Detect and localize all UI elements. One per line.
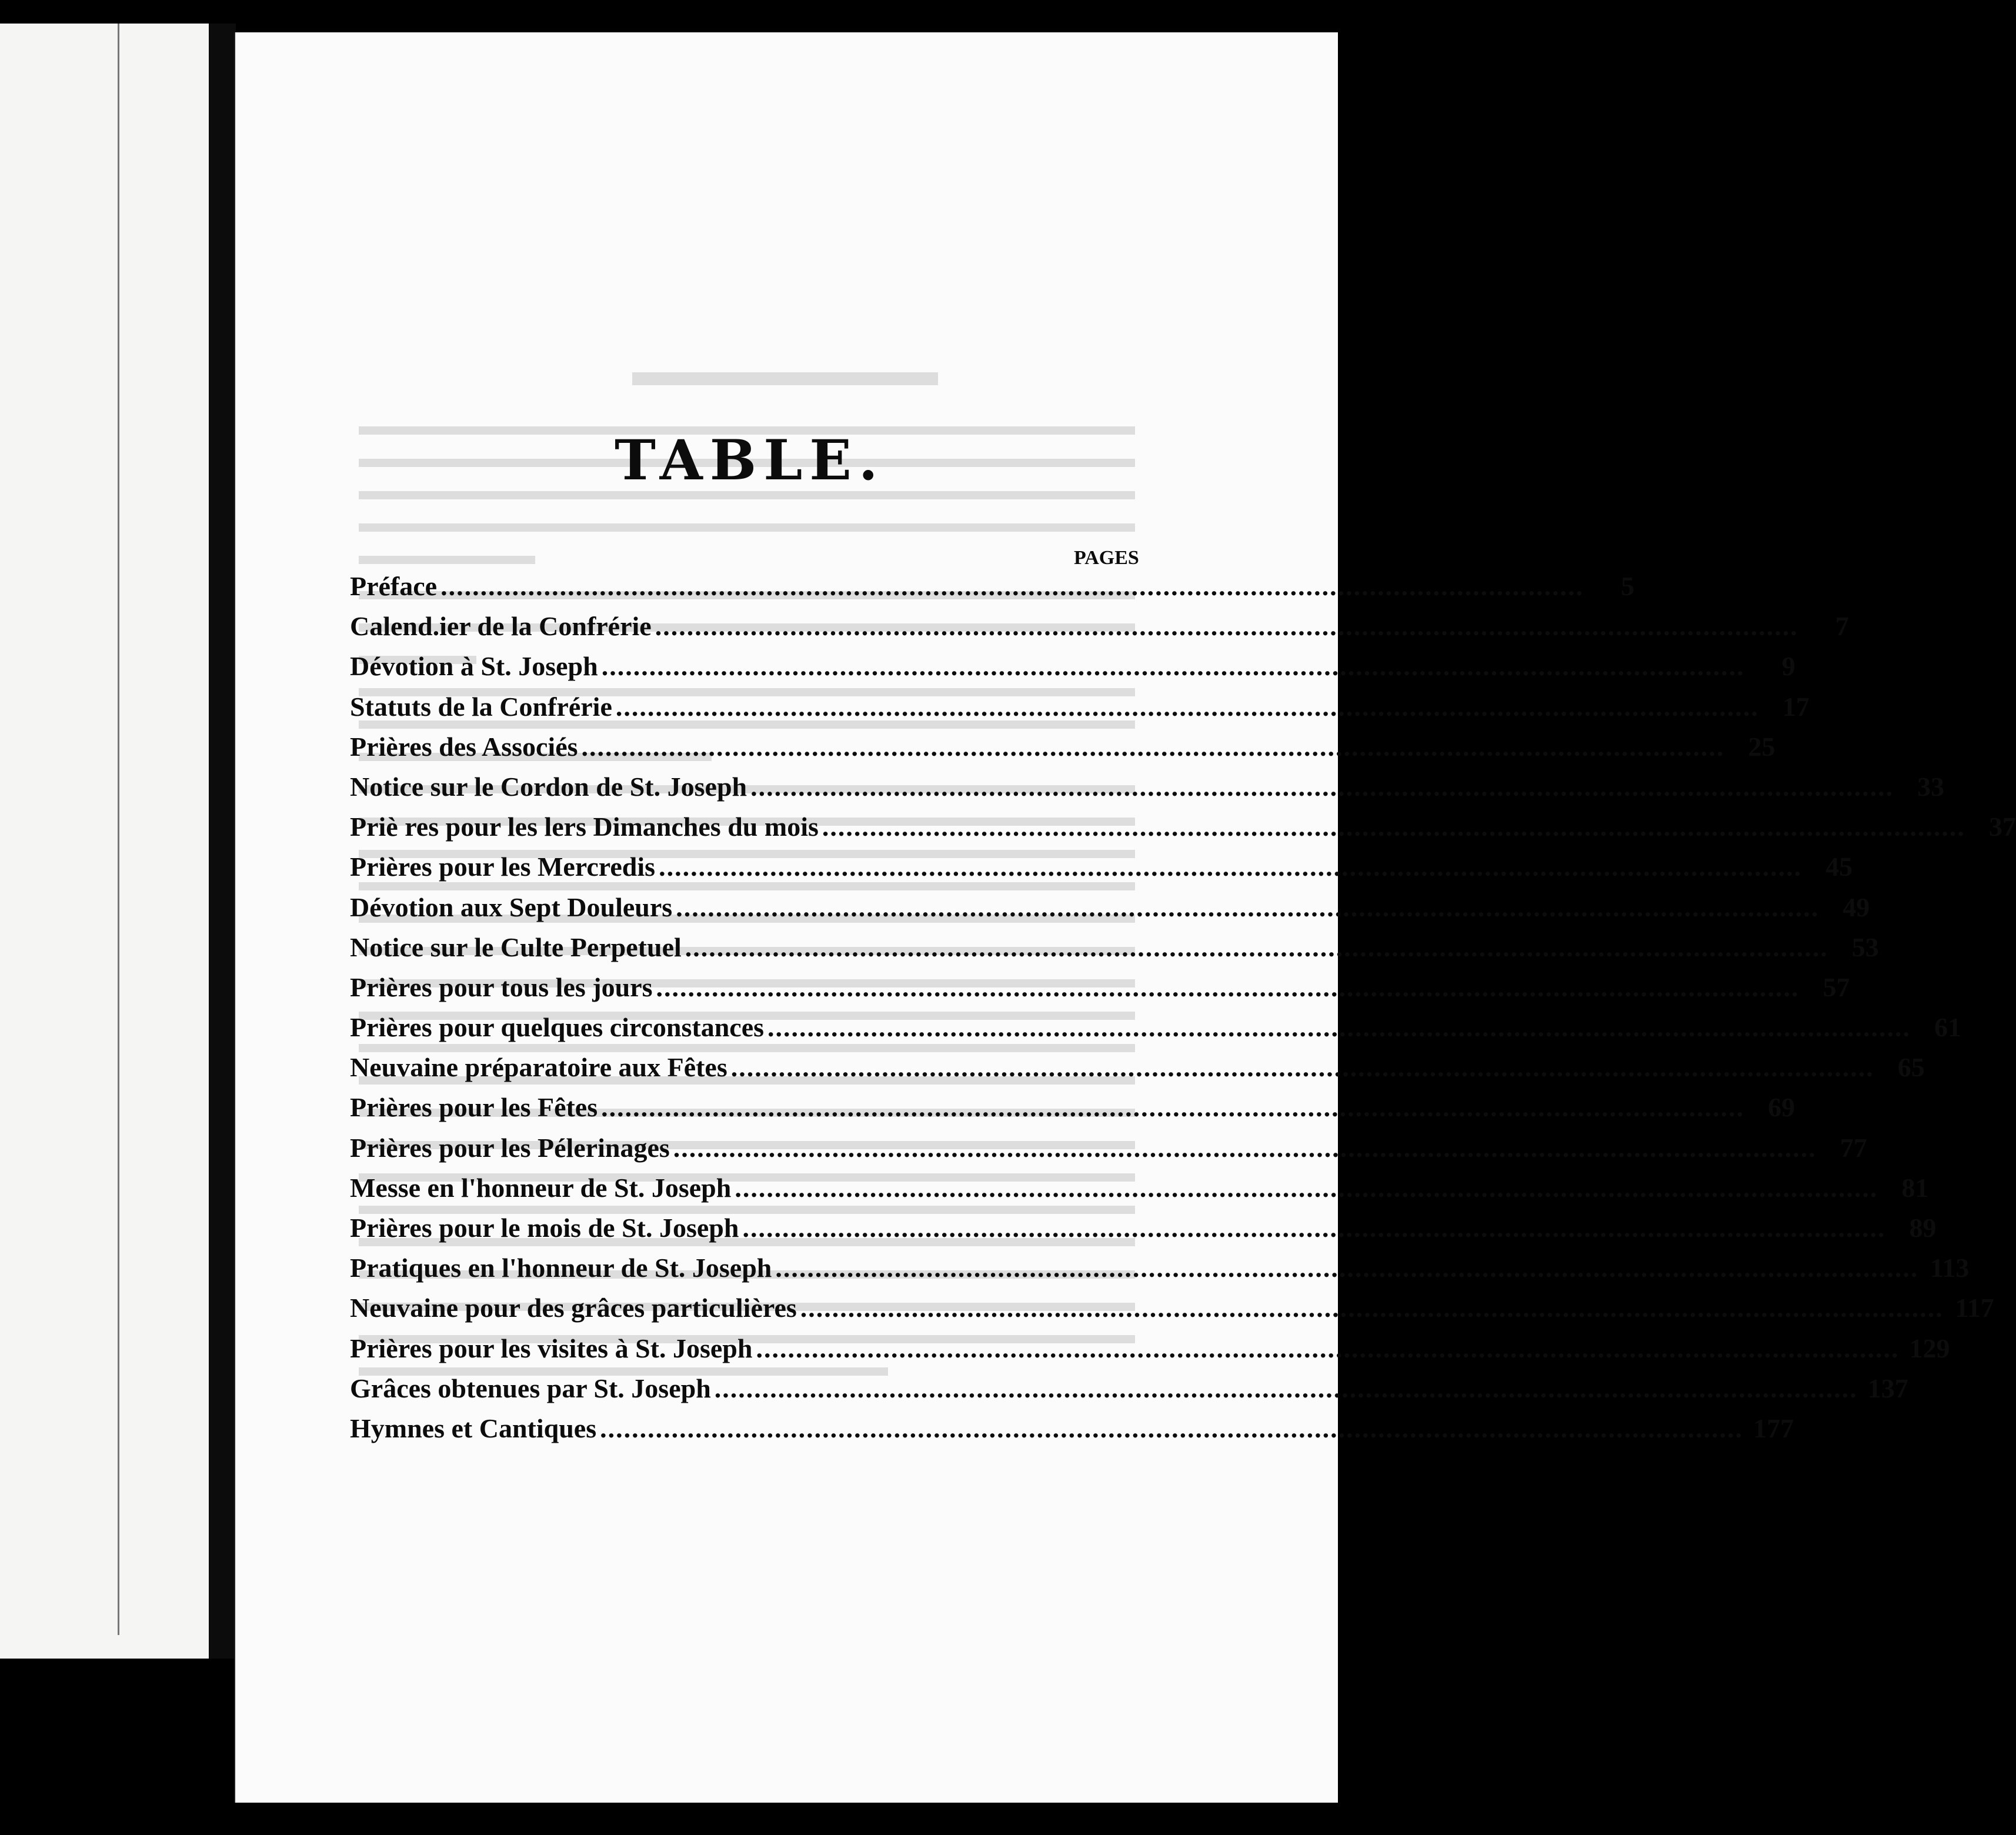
- toc-dot-leader: ................................................................................................................................................: [730, 1052, 1874, 1083]
- toc-dot-leader: ................................................................................................................................................: [673, 1132, 1817, 1163]
- toc-entry-title: Messe en l'honneur de St. Joseph: [350, 1172, 732, 1203]
- toc-entry-page: 25: [1748, 731, 1775, 762]
- toc-entry-title: Dévotion à St. Joseph: [350, 651, 598, 682]
- toc-entry-page: 113: [1930, 1253, 1970, 1283]
- toc-entry: [350, 771, 1945, 811]
- toc-entry: [350, 691, 1810, 731]
- toc-entry: [350, 1212, 1937, 1252]
- toc-entry-title: Prières pour tous les jours: [350, 972, 653, 1002]
- page-title: TABLE.: [615, 428, 885, 493]
- toc-dot-leader: ................................................................................................................................................: [685, 932, 1828, 962]
- toc-entry-title: Statuts de la Confrérie: [350, 691, 612, 722]
- toc-dot-leader: ................................................................................................................................................: [656, 972, 1800, 1002]
- toc-entry: [350, 570, 1635, 610]
- toc-entry-title: Neuvaine pour des grâces particulières: [350, 1293, 797, 1323]
- toc-entry: [350, 610, 1849, 650]
- toc-entry-title: Prières pour le mois de St. Joseph: [350, 1213, 739, 1243]
- toc-entry-title: Pratiques en l'honneur de St. Joseph: [350, 1253, 772, 1283]
- toc-entry-page: 177: [1753, 1413, 1794, 1443]
- toc-dot-leader: ................................................................................................................................................: [659, 852, 1803, 882]
- facing-page-fold: [118, 24, 119, 1635]
- facing-page: [0, 24, 232, 1659]
- toc-entry-title: Priè res pour les lers Dimanches du mois: [350, 812, 819, 842]
- toc-entry-page: 69: [1768, 1092, 1795, 1123]
- toc-dot-leader: ................................................................................................................................................: [822, 812, 1965, 842]
- toc-dot-leader: ................................................................................................................................................: [440, 571, 1584, 601]
- toc-entry: [350, 1252, 1970, 1292]
- toc-entry-title: Neuvaine préparatoire aux Fêtes: [350, 1052, 727, 1083]
- toc-entry-title: Dévotion aux Sept Douleurs: [350, 892, 673, 922]
- toc-entry: [350, 932, 1879, 972]
- toc-entry: [350, 1052, 1925, 1092]
- toc-dot-leader: ................................................................................................................................................: [655, 611, 1798, 642]
- toc-entry-page: 17: [1782, 691, 1810, 722]
- toc-entry: [350, 731, 1775, 771]
- toc-entry: [350, 1292, 1994, 1332]
- toc-entry-page: 137: [1867, 1373, 1908, 1403]
- toc-entry-page: 77: [1840, 1132, 1867, 1163]
- toc-dot-leader: ................................................................................................................................................: [615, 691, 1759, 722]
- toc-dot-leader: ................................................................................................................................................: [767, 1012, 1911, 1043]
- toc-entry-page: 117: [1955, 1293, 1994, 1323]
- toc-entry: [350, 1333, 1950, 1373]
- toc-entry-title: Prières pour les visites à St. Joseph: [350, 1333, 753, 1363]
- toc-dot-leader: ................................................................................................................................................: [800, 1293, 1944, 1323]
- toc-entry: [350, 972, 1850, 1012]
- toc-entry-page: 45: [1825, 852, 1853, 882]
- toc-entry-title: Prières pour les Mercredis: [350, 852, 656, 882]
- toc-entry: [350, 1012, 1962, 1052]
- toc-entry: [350, 650, 1795, 690]
- toc-entry-page: 37: [1988, 812, 2016, 842]
- toc-dot-leader: ................................................................................................................................................: [750, 771, 1894, 802]
- toc-entry: [350, 1413, 1794, 1453]
- toc-dot-leader: ................................................................................................................................................: [775, 1253, 1919, 1283]
- toc-entry-title: Hymnes et Cantiques: [350, 1413, 597, 1443]
- table-of-contents: [350, 570, 2016, 1453]
- toc-dot-leader: ................................................................................................................................................: [581, 731, 1725, 762]
- toc-entry-title: Prières des Associés: [350, 731, 578, 762]
- toc-entry-title: Grâces obtenues par St. Joseph: [350, 1373, 711, 1403]
- toc-entry: [350, 1132, 1867, 1172]
- toc-entry-title: Notice sur le Culte Perpetuel: [350, 932, 682, 962]
- toc-dot-leader: ................................................................................................................................................: [735, 1172, 1878, 1203]
- toc-entry-page: 5: [1621, 571, 1635, 601]
- toc-dot-leader: ................................................................................................................................................: [600, 1413, 1744, 1443]
- toc-entry-title: Notice sur le Cordon de St. Joseph: [350, 771, 747, 802]
- toc-entry: [350, 1172, 1929, 1212]
- book-spine: [209, 24, 236, 1659]
- pages-column-header: PAGES: [1074, 547, 1139, 569]
- toc-entry: [350, 851, 1853, 891]
- toc-entry-page: 89: [1909, 1213, 1937, 1243]
- toc-dot-leader: ................................................................................................................................................: [714, 1373, 1858, 1403]
- toc-entry-title: Prières pour les Pélerinages: [350, 1132, 670, 1163]
- toc-entry-page: 61: [1934, 1012, 1962, 1043]
- toc-entry-page: 57: [1823, 972, 1850, 1002]
- toc-entry-page: 81: [1901, 1172, 1929, 1203]
- toc-dot-leader: ................................................................................................................................................: [601, 1092, 1745, 1123]
- toc-entry-page: 33: [1917, 771, 1945, 802]
- toc-dot-leader: ................................................................................................................................................: [756, 1333, 1900, 1363]
- toc-entry-title: Prières pour les Fêtes: [350, 1092, 598, 1123]
- toc-entry-page: 53: [1851, 932, 1879, 962]
- toc-entry-title: Préface: [350, 571, 438, 601]
- toc-entry: [350, 892, 1870, 932]
- toc-entry-page: 129: [1909, 1333, 1950, 1363]
- toc-entry-page: 9: [1781, 651, 1795, 682]
- toc-entry-page: 49: [1843, 892, 1870, 922]
- toc-entry: [350, 1373, 1908, 1413]
- toc-entry-page: 7: [1835, 611, 1849, 642]
- toc-entry: [350, 1092, 1795, 1132]
- toc-dot-leader: ................................................................................................................................................: [676, 892, 1820, 922]
- toc-entry-title: Prières pour quelques circonstances: [350, 1012, 765, 1043]
- toc-dot-leader: ................................................................................................................................................: [742, 1213, 1886, 1243]
- toc-dot-leader: ................................................................................................................................................: [601, 651, 1745, 682]
- toc-entry: [350, 811, 2016, 851]
- toc-entry-page: 65: [1897, 1052, 1925, 1083]
- toc-entry-title: Calend.ier de la Confrérie: [350, 611, 652, 642]
